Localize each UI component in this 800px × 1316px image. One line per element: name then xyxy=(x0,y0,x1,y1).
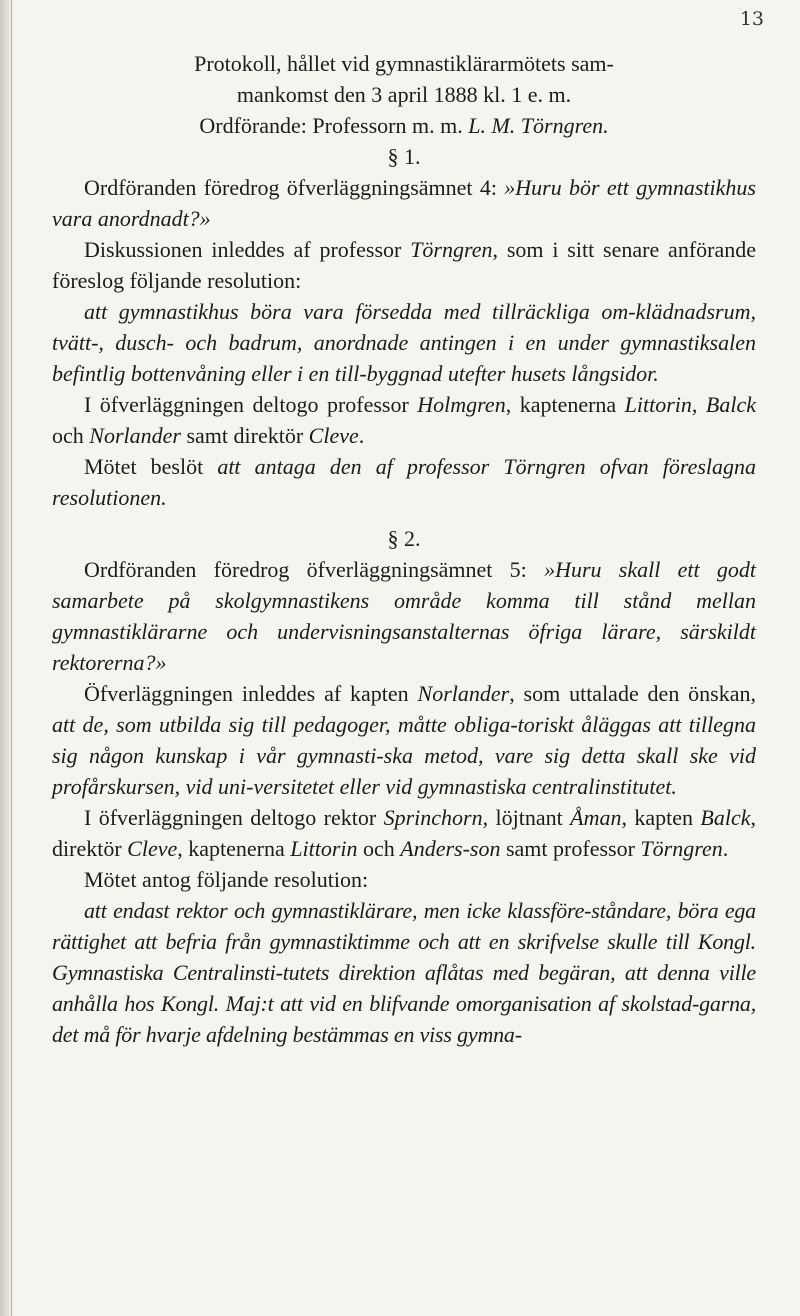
section-2-topic-text: Ordföranden föredrog öfverläggningsämnet 5: xyxy=(84,557,545,582)
participants-text: , xyxy=(691,392,706,417)
participants-text: , kapten xyxy=(621,805,701,830)
participant-name: Törngren xyxy=(640,836,723,861)
protocol-header-line-2: mankomst den 3 april 1888 kl. 1 e. m. xyxy=(236,82,572,107)
section-2-speaker-name: Norlander xyxy=(417,681,510,706)
section-1-discussion-text-2: , som i sitt senare anförande föreslog följande resolution: xyxy=(52,237,756,293)
section-2-wish-italic: att de, som utbilda sig till pedagoger, måtte obliga-toriskt åläggas att tillegna sig någon kunskap i vår gymnasti-ska metod, vare sig detta skall ske vid profårskursen, vid uni-versitetet eller vid gymnastiska centralinstitutet. xyxy=(52,712,756,799)
section-2-mark: § 2. xyxy=(387,526,421,551)
section-spacer xyxy=(52,513,756,523)
participants-text: samt professor xyxy=(500,836,641,861)
participants-text: och xyxy=(357,836,401,861)
section-1-decision xyxy=(52,451,756,513)
participants-text: samt direktör xyxy=(180,423,309,448)
participant-name: Cleve xyxy=(308,423,359,448)
participants-text: , kaptenerna xyxy=(505,392,625,417)
chairman-prefix: Ordförande: Professorn m. m. xyxy=(199,113,469,138)
section-1-topic-text: Ordföranden föredrog öfverläggningsämnet 4: xyxy=(84,175,505,200)
participants-text: , löjtnant xyxy=(482,805,571,830)
section-1-mark: § 1. xyxy=(387,144,421,169)
section-1-discussion-text: Diskussionen inleddes af professor xyxy=(84,237,411,262)
section-2-discussion xyxy=(52,678,756,802)
participant-name: Balck xyxy=(705,392,756,417)
participants-text: och xyxy=(52,423,90,448)
protocol-header-line-1: Protokoll, hållet vid gymnastiklärarmötets sam- xyxy=(194,51,614,76)
participant-name: Littorin xyxy=(624,392,692,417)
section-1-speaker-name: Törngren xyxy=(410,237,493,262)
decision-italic-text: att antaga den af professor Törngren ofvan föreslagna resolutionen. xyxy=(52,454,757,510)
participants-text: . xyxy=(722,836,729,861)
section-2-participants xyxy=(52,802,756,864)
page-number: 13 xyxy=(739,8,764,30)
participant-name: Balck xyxy=(700,805,751,830)
section-2-topic-question: »Huru skall ett godt samarbete på skolgymnastikens område komma till stånd mellan gymnastiklärarne och undervisningsanstalternas öfriga lärare, särskildt rektorerna?» xyxy=(52,557,756,675)
section-2-topic xyxy=(52,554,756,678)
participants-text: I öfverläggningen deltogo rektor xyxy=(84,805,384,830)
section-1-discussion xyxy=(52,234,756,296)
participant-name: Cleve xyxy=(127,836,178,861)
page-binding-line xyxy=(11,0,12,1316)
chairman-name: L. M. Törngren. xyxy=(468,113,609,138)
participant-name: Anders-son xyxy=(400,836,501,861)
participant-name: Littorin xyxy=(290,836,358,861)
participant-name: Holmgren xyxy=(417,392,506,417)
participant-name: Norlander xyxy=(89,423,181,448)
section-1-participants xyxy=(52,389,756,451)
chairman-line xyxy=(52,110,756,141)
participants-text: , direktör xyxy=(52,805,756,861)
protocol-header xyxy=(52,48,756,110)
section-1-topic-question: »Huru bör ett gymnastikhus vara anordnadt?» xyxy=(52,175,756,231)
participants-text: I öfverläggningen deltogo professor xyxy=(84,392,418,417)
participant-name: Sprinchorn xyxy=(383,805,483,830)
section-2-discussion-text-2: , som uttalade den önskan, xyxy=(509,681,756,706)
document-body xyxy=(52,48,756,1050)
participants-text: , kaptenerna xyxy=(177,836,291,861)
participants-text: . xyxy=(358,423,365,448)
section-2-resolution: att endast rektor och gymnastiklärare, men icke klassföre-ståndare, böra ega rättighet att befria från gymnastiktimme och att en skrifvelse skulle till Kongl. Gymnastiska Centralinsti-tutets direktion aflåtas med begäran, att denna ville anhålla hos Kongl. Maj:t att vid en blifvande omorganisation af skolstad-garna, det må för hvarje afdelning bestämmas en viss gymna- xyxy=(52,898,756,1047)
participant-name: Åman xyxy=(570,805,622,830)
section-1-topic xyxy=(52,172,756,234)
section-2-decision: Mötet antog följande resolution: xyxy=(84,867,369,892)
decision-text: Mötet beslöt xyxy=(84,454,218,479)
section-2-discussion-text: Öfverläggningen inleddes af kapten xyxy=(84,681,418,706)
section-1-resolution: att gymnastikhus böra vara försedda med tillräckliga om-klädnadsrum, tvätt-, dusch- och badrum, anordnade antingen i en under gymnastiksalen befintlig bottenvåning eller i en till-byggnad utefter husets långsidor. xyxy=(52,299,756,386)
